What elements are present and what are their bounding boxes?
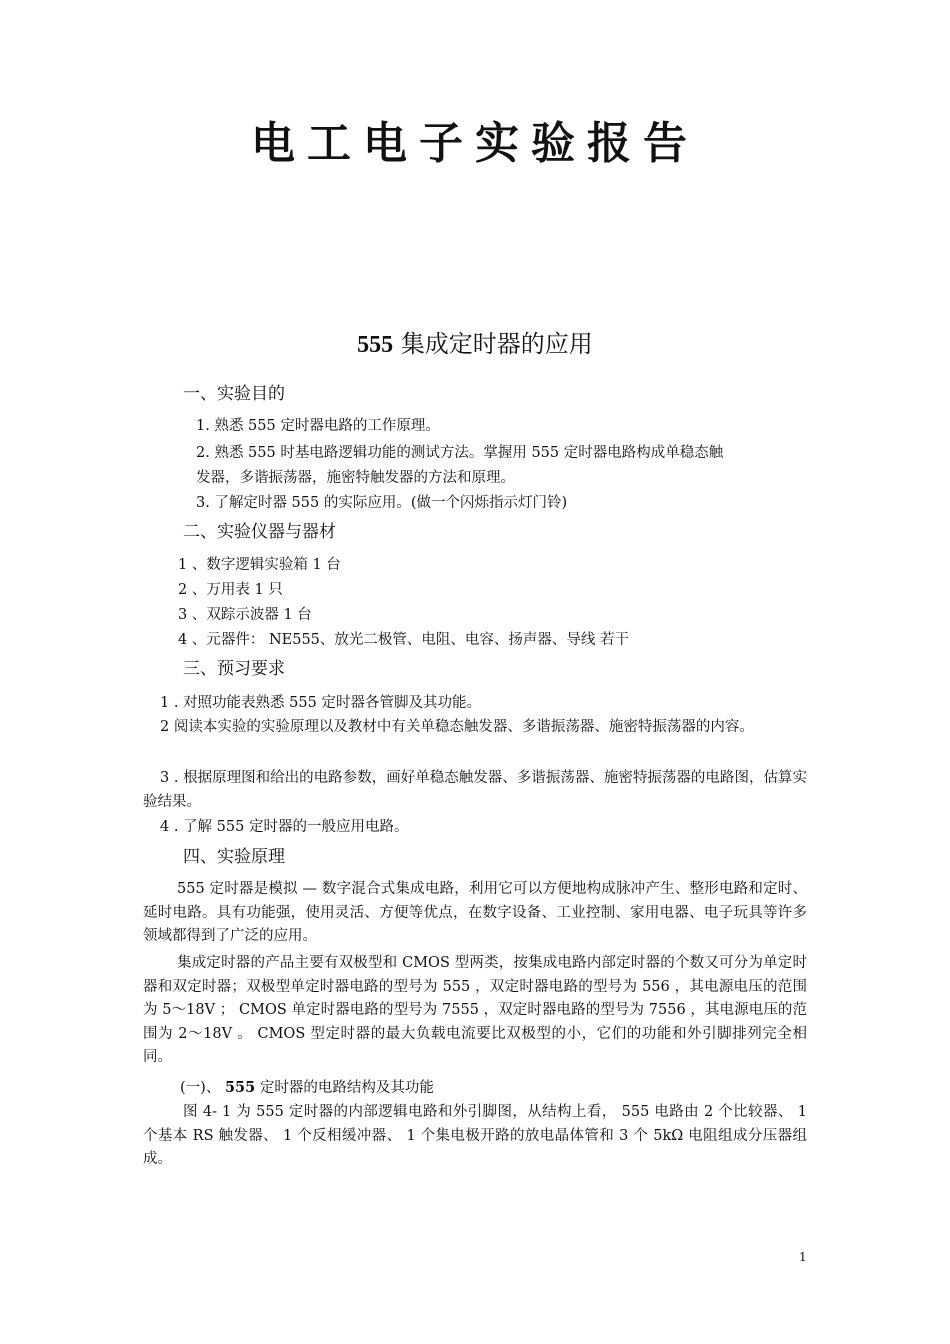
equipment-item-3: 3 、双踪示波器 1 台 [178,607,312,623]
purpose-item-2: 2. 熟悉 555 时基电路逻辑功能的测试方法。掌握用 555 定时器电路构成单稳态触 [196,445,724,461]
experiment-title-number: 555 [357,332,394,358]
experiment-title [0,330,950,360]
principle-paragraph-3: 图 4- 1 为 555 定时器的内部逻辑电路和外引脚图，从结构上看， 555 电路由 2 个比较器、 1 个基本 RS 触发器、 1 个反相缓冲器、 1 个集电极开路的放电晶体管和 3 个 5kΩ 电阻组成分压器组成。 [143,1104,807,1167]
principle-subheading [180,1076,434,1100]
principle-subheading-prefix: (一)、 [180,1080,221,1096]
section-heading-preview: 三、预习要求 [183,659,285,679]
section-heading-principle: 四、实验原理 [183,847,285,867]
section-heading-purpose: 一、实验目的 [183,384,285,404]
purpose-item-3: 3. 了解定时器 555 的实际应用。(做一个闪烁指示灯门铃) [196,495,568,511]
section-heading-equipment: 二、实验仪器与器材 [183,522,336,542]
purpose-item-1: 1. 熟悉 555 定时器电路的工作原理。 [196,418,440,434]
preview-item-2: 2 阅读本实验的实验原理以及教材中有关单稳态触发器、多谐振荡器、施密特振荡器的内容。 [160,719,754,735]
equipment-item-1: 1 、数字逻辑实验箱 1 台 [178,557,341,573]
preview-item-4: 4 . 了解 555 定时器的一般应用电路。 [160,819,409,835]
purpose-item-2-cont: 发器，多谐振荡器，施密特触发器的方法和原理。 [196,470,515,486]
principle-subheading-text: 定时器的电路结构及其功能 [259,1080,434,1096]
document-title: 电工电子实验报告 [251,118,699,169]
experiment-title-text: 集成定时器的应用 [400,330,593,358]
principle-subheading-number: 555 [224,1079,256,1096]
preview-item-3: 3 . 根据原理图和给出的电路参数，画好单稳态触发器、多谐振荡器、施密特振荡器的电路图，估算实验结果。 [143,770,807,810]
page-number: 1 [799,1250,807,1264]
principle-paragraph-1: 555 定时器是模拟 — 数字混合式集成电路，利用它可以方便地构成脉冲产生、整形电路和定时、延时电路。具有功能强，使用灵活、方便等优点，在数字设备、工业控制、家用电器、电子玩具等许多领域都得到了广泛的应用。 [143,881,807,944]
principle-paragraph-2: 集成定时器的产品主要有双极型和 CMOS 型两类，按集成电路内部定时器的个数又可分为单定时器和双定时器；双极型单定时器电路的型号为 555 ，双定时器电路的型号为 556 ，其电源电压的范围为 5～18V ； CMOS 单定时器电路的型号为 7555 ，双定时器电路的型号为 7556 ，其电源电压的范围为 2～18V 。 CMOS 型定时器的最大负载电流要比双极型的小，它们的功能和外引脚排列完全相同。 [143,955,807,1065]
preview-item-1: 1 . 对照功能表熟悉 555 定时器各管脚及其功能。 [160,695,481,711]
equipment-item-2: 2 、万用表 1 只 [178,582,283,598]
equipment-item-4: 4 、元器件： NE555、放光二极管、电阻、电容、扬声器、导线 若干 [178,632,629,648]
